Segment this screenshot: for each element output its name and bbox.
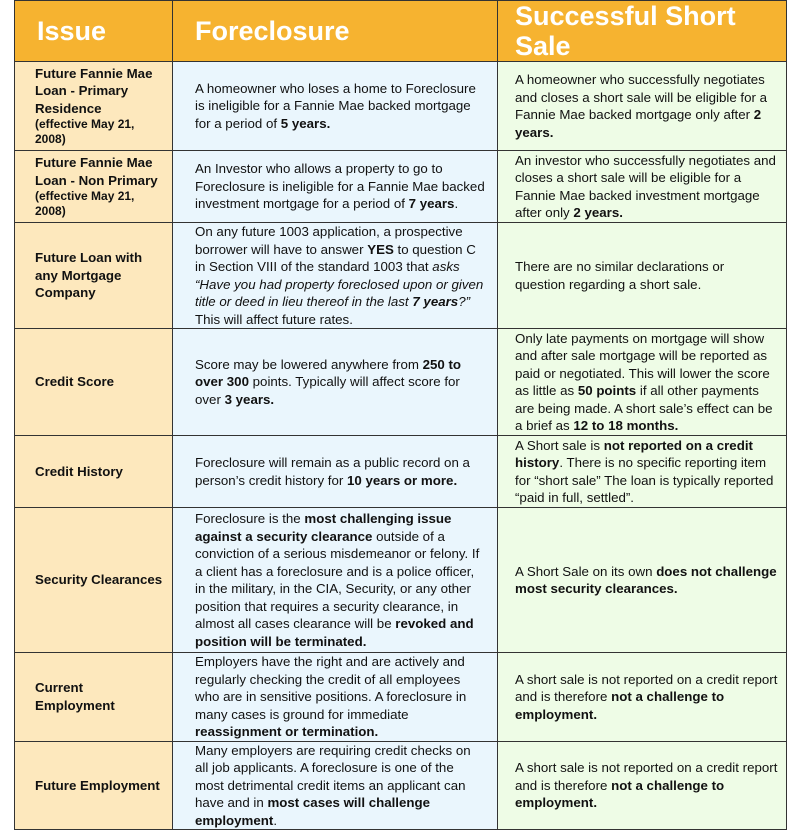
issue-label: Security Clearances — [35, 572, 163, 588]
foreclosure-text: most cases will challenge employment — [195, 795, 431, 828]
foreclosure-cell — [173, 151, 498, 223]
issue-cell — [15, 329, 173, 436]
foreclosure-cell — [173, 62, 498, 151]
table-row — [15, 653, 787, 742]
foreclosure-text: ?” — [458, 294, 471, 309]
foreclosure-text: Employers have the right and are actively and regularly checking the credit of all employees who are in sensitive positions. A foreclosure in many cases is ground for immediate — [195, 654, 467, 722]
foreclosure-cell — [173, 223, 498, 329]
issue-label: Future Loan with any Mortgage Company — [35, 250, 143, 301]
foreclosure-text: 10 years or more. — [347, 472, 458, 488]
short-sale-text: 2 years. — [515, 107, 762, 140]
short-sale-text: A homeowner who successfully negotiates and closes a short sale will be eligible for a Fannie Mae backed mortgage only after — [515, 72, 768, 122]
issue-cell — [15, 508, 173, 653]
short-sale-text: A Short sale is — [515, 437, 604, 453]
short-sale-text: 50 points — [577, 383, 637, 398]
foreclosure-text: 7 years — [412, 294, 459, 309]
foreclosure-text: reassignment or termination. — [195, 724, 379, 739]
table-row — [15, 151, 787, 223]
header-foreclosure: Foreclosure — [173, 1, 498, 62]
foreclosure-text: 5 years. — [280, 115, 331, 131]
issue-cell — [15, 151, 173, 223]
short-sale-text: if all other payments are being made. A short sale’s effect can be a brief as — [515, 383, 773, 433]
table-row — [15, 62, 787, 151]
issue-cell — [15, 62, 173, 151]
short-sale-text: 12 to 18 months. — [573, 418, 679, 433]
short-sale-cell — [498, 741, 787, 830]
short-sale-cell — [498, 653, 787, 742]
foreclosure-cell — [173, 329, 498, 436]
foreclosure-text: This will affect future rates. — [195, 311, 353, 327]
foreclosure-text: outside of a conviction of a serious misdemeanor or felony. If a client has a foreclosure and is a police officer, in the military, in the CIA, Security, or any other position that requires a security clearance, in almost all cases clearance will be — [195, 528, 480, 631]
short-sale-text: A short sale is not reported on a credit report and is therefore — [515, 671, 778, 704]
short-sale-cell — [498, 329, 787, 436]
short-sale-text: There are no similar declarations or question regarding a short sale. — [515, 259, 725, 292]
table-row — [15, 329, 787, 436]
foreclosure-cell — [173, 508, 498, 653]
foreclosure-text: Many employers are requiring credit checks on all job applicants. A foreclosure is one of the most detrimental credit items an applicant can have and in — [195, 742, 471, 810]
issue-label: Future Employment — [35, 777, 160, 793]
table-row — [15, 223, 787, 329]
short-sale-text: An investor who successfully negotiates and closes a short sale will be eligible for a Fannie Mae backed investment mortgage after only — [515, 152, 776, 220]
issue-cell — [15, 436, 173, 508]
issue-note: (effective May 21, 2008) — [35, 189, 135, 218]
table-row — [15, 508, 787, 653]
issue-label: Future Fannie Mae Loan - Non Primary — [35, 155, 158, 188]
foreclosure-text: most challenging issue against a security clearance — [195, 511, 452, 544]
short-sale-cell — [498, 62, 787, 151]
issue-label: Credit Score — [35, 374, 115, 390]
foreclosure-text: Foreclosure is the — [195, 511, 305, 526]
foreclosure-text: to question C in Section VIII of the standard 1003 that — [195, 241, 476, 274]
short-sale-cell — [498, 151, 787, 223]
foreclosure-text: 7 years — [408, 196, 455, 212]
issue-cell — [15, 741, 173, 830]
table-row — [15, 741, 787, 830]
header-row — [15, 1, 787, 62]
issue-note: (effective May 21, 2008) — [35, 117, 135, 147]
foreclosure-text: On any future 1003 application, a prospective borrower will have to answer — [195, 224, 463, 257]
comparison-table — [14, 0, 787, 830]
issue-cell — [15, 223, 173, 329]
short-sale-text: 2 years. — [573, 205, 623, 220]
short-sale-text: . There is no specific reporting item for “short sale” The loan is typically reported “paid in full, settled”. — [515, 455, 774, 505]
foreclosure-text: An Investor who allows a property to go to Foreclosure is ineligible for a Fannie Mae backed investment mortgage for a period of — [195, 161, 485, 212]
short-sale-text: not reported on a credit history — [515, 437, 753, 470]
foreclosure-text: . — [273, 812, 278, 828]
short-sale-cell — [498, 508, 787, 653]
short-sale-text: not a challenge to employment. — [515, 689, 725, 722]
foreclosure-text: . — [454, 196, 459, 212]
foreclosure-text: revoked and position will be terminated. — [195, 616, 474, 649]
issue-cell — [15, 653, 173, 742]
short-sale-cell — [498, 223, 787, 329]
foreclosure-cell — [173, 436, 498, 508]
foreclosure-cell — [173, 741, 498, 830]
foreclosure-text: 3 years. — [224, 391, 275, 407]
short-sale-text: does not challenge most security clearances. — [515, 563, 777, 596]
foreclosure-text: YES — [367, 241, 394, 257]
header-issue: Issue — [15, 1, 173, 62]
short-sale-text: A short sale is not reported on a credit report and is therefore — [515, 760, 778, 793]
issue-label: Current Employment — [35, 680, 115, 713]
foreclosure-text: asks “Have you had property foreclosed upon or given title or deed in lieu thereof in the last — [195, 259, 484, 309]
short-sale-text: A Short Sale on its own — [515, 563, 657, 579]
table-row — [15, 436, 787, 508]
short-sale-text: not a challenge to employment. — [515, 777, 725, 810]
issue-label: Future Fannie Mae Loan - Primary Residence — [35, 65, 153, 116]
short-sale-cell — [498, 436, 787, 508]
foreclosure-text: Foreclosure will remain as a public record on a person’s credit history for — [195, 455, 470, 488]
foreclosure-text: points. Typically will affect score for over — [195, 374, 460, 407]
foreclosure-text: 250 to over 300 — [195, 356, 462, 390]
foreclosure-text: A homeowner who loses a home to Foreclosure is ineligible for a Fannie Mae backed mortgage for a period of — [195, 80, 476, 131]
foreclosure-cell — [173, 653, 498, 742]
header-short-sale: Successful Short Sale — [498, 1, 787, 62]
issue-label: Credit History — [35, 463, 123, 479]
foreclosure-text: Score may be lowered anywhere from — [195, 356, 423, 372]
short-sale-text: Only late payments on mortgage will show and after sale mortgage will be reported as paid or negotiated. This will lower the score as little as — [515, 330, 770, 398]
